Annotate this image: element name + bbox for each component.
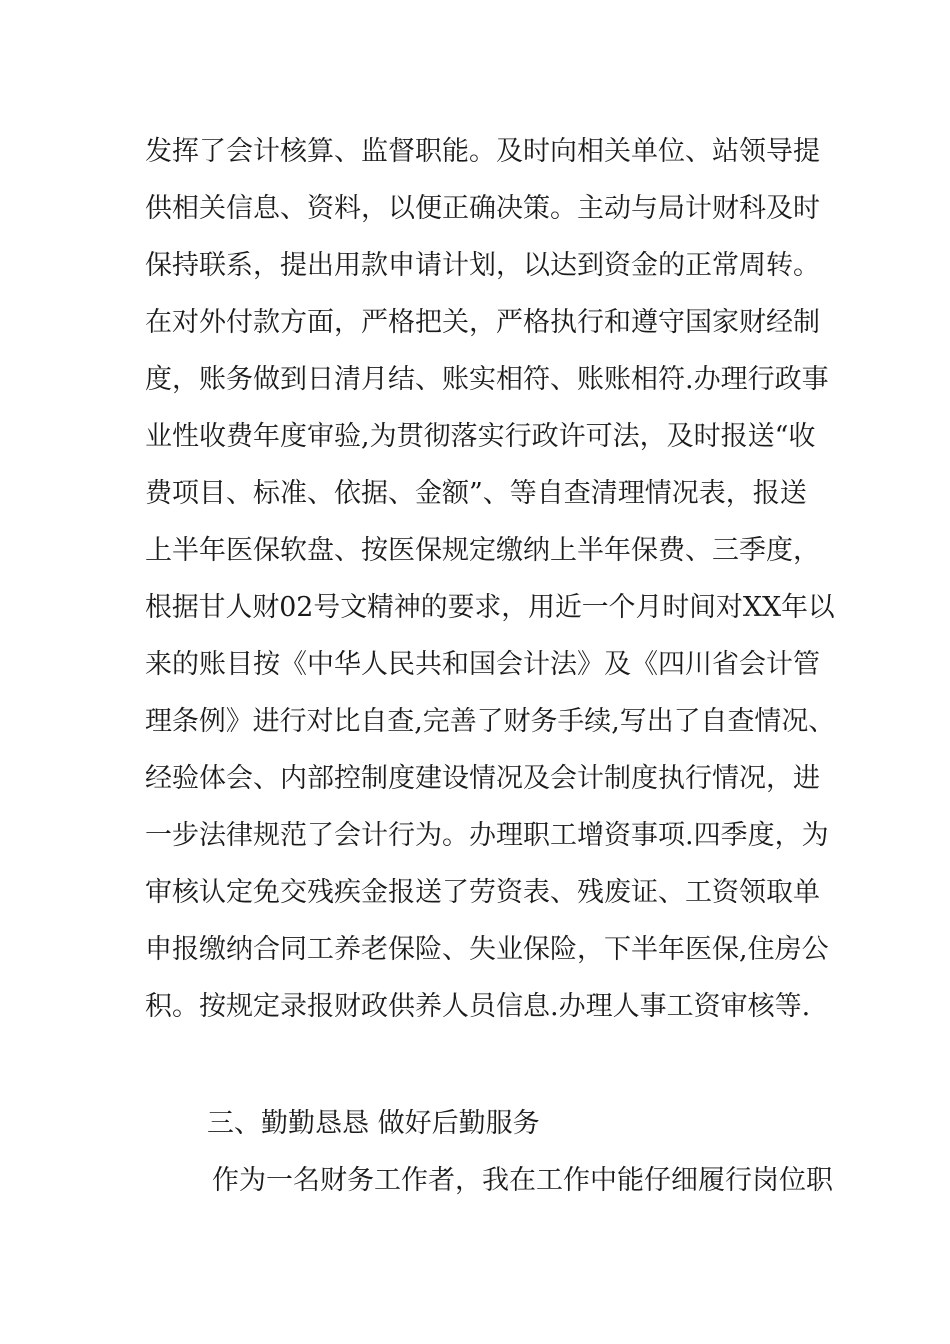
body-line: 经验体会、内部控制度建设情况及会计制度执行情况，进 [145,763,820,794]
body-line: 根据甘人财02号文精神的要求，用近一个月时间对XX年以 [145,592,835,623]
body-line: 供相关信息、资料，以便正确决策。主动与局计财科及时 [145,193,820,224]
section-heading: 三、勤勤恳恳 做好后勤服务 [207,1108,540,1139]
body-line: 积。按规定录报财政供养人员信息.办理人事工资审核等. [145,991,811,1022]
body-line: 上半年医保软盘、按医保规定缴纳上半年保费、三季度， [145,535,820,566]
body-line: 发挥了会计核算、监督职能。及时向相关单位、站领导提 [145,136,820,167]
body-line: 来的账目按《中华人民共和国会计法》及《四川省会计管 [145,649,820,680]
body-line: 费项目、标准、依据、金额”、等自查清理情况表，报送 [145,478,807,509]
body-line: 申报缴纳合同工养老保险、失业保险，下半年医保,住房公 [145,934,829,965]
body-line: 度，账务做到日清月结、账实相符、账账相符.办理行政事 [145,364,829,395]
body-line: 保持联系，提出用款申请计划，以达到资金的正常周转。 [145,250,820,281]
section-first-line: 作为一名财务工作者，我在工作中能仔细履行岗位职 [212,1165,833,1196]
body-line: 审核认定免交残疾金报送了劳资表、残废证、工资领取单 [145,877,820,908]
body-line: 业性收费年度审验,为贯彻落实行政许可法，及时报送“收 [145,421,816,452]
body-line: 一步法律规范了会计行为。办理职工增资事项.四季度，为 [145,820,829,851]
body-line: 在对外付款方面，严格把关，严格执行和遵守国家财经制 [145,307,820,338]
body-line: 理条例》进行对比自查,完善了财务手续,写出了自查情况、 [145,706,836,737]
